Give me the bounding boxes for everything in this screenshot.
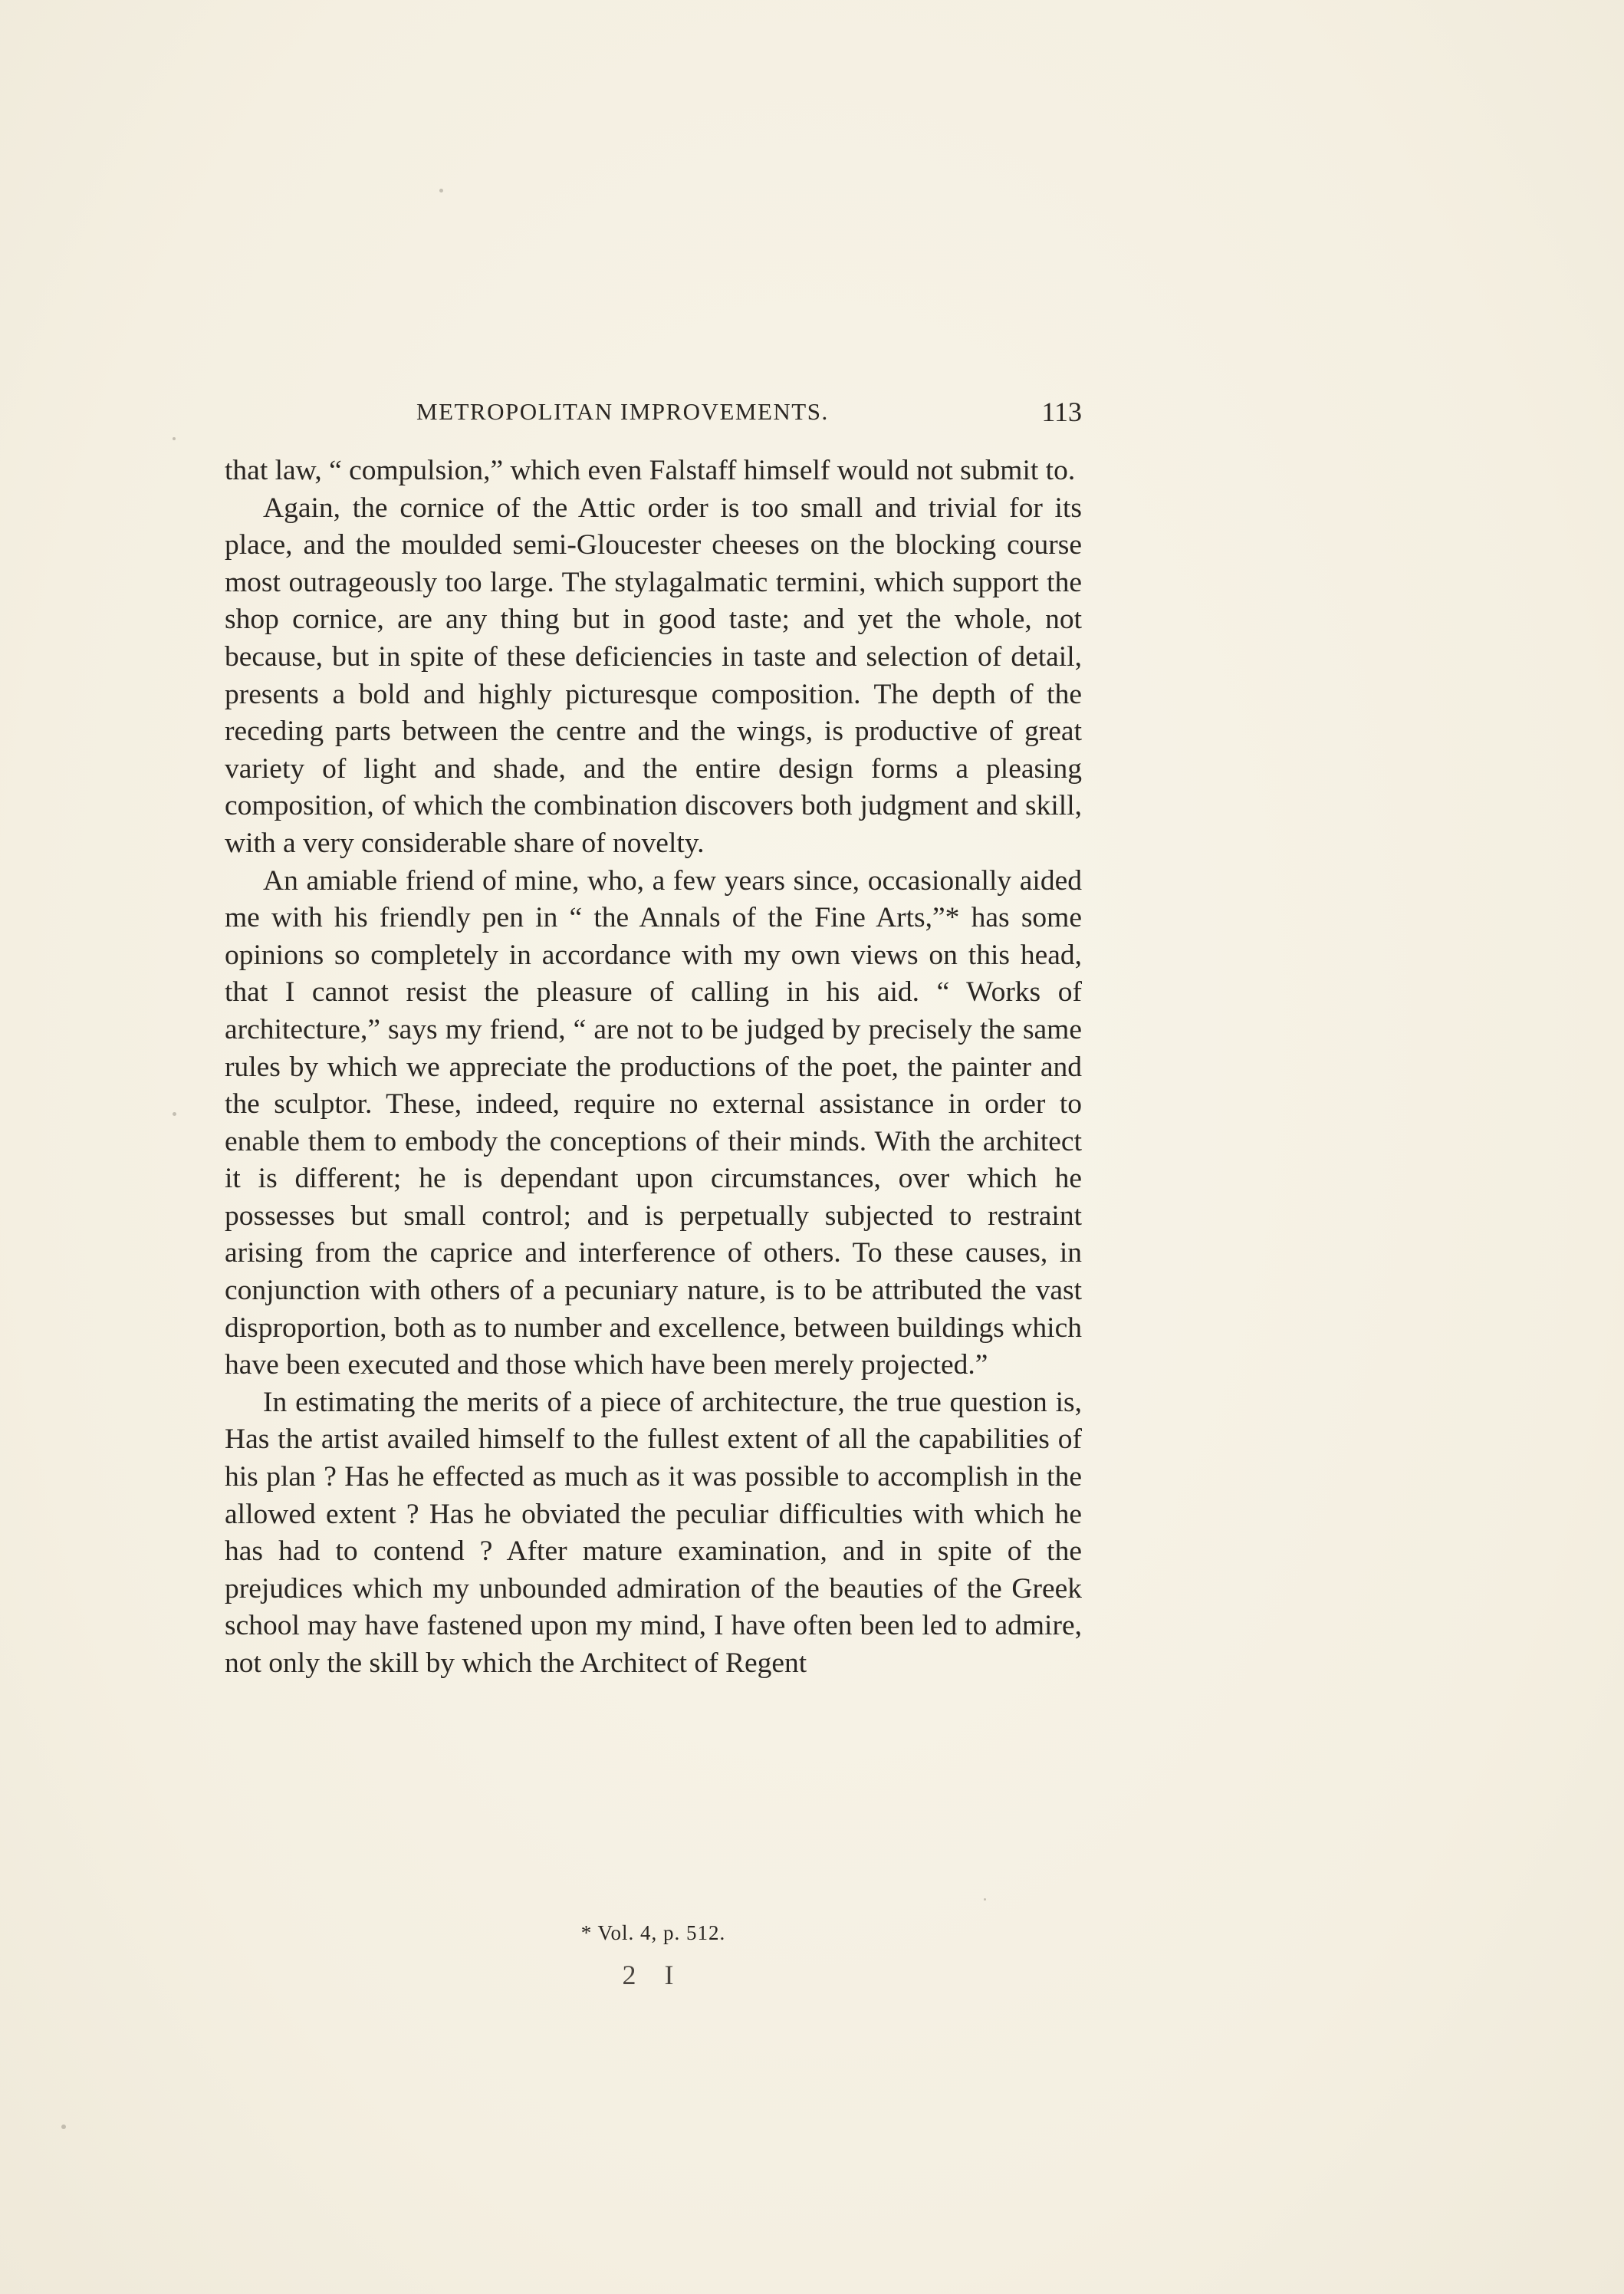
paper-speck bbox=[173, 1112, 176, 1116]
running-head: METROPOLITAN IMPROVEMENTS. bbox=[416, 398, 829, 425]
footnote: * Vol. 4, p. 512. bbox=[580, 1921, 726, 1944]
signature-mark: 2 I bbox=[622, 1960, 685, 1990]
page-number: 113 bbox=[1041, 397, 1082, 427]
paragraph: In estimating the merits of a piece of architecture, the true question is, Has the artist availed himself to the fullest extent of all the capabilities of his plan ? Has he effected as much as it was possible to accomplish in the allowed extent ? Has he obviated the peculiar difficulties with which he has had to contend ? After mature examination, and in spite of the prejudices which my unbounded admiration of the beauties of the Greek school may have fastened upon my mind, I have often been led to admire, not only the skill by which the Architect of Regent bbox=[225, 1386, 1082, 1679]
paper-speck bbox=[439, 189, 443, 193]
paragraph: An amiable friend of mine, who, a few years since, occasionally aided me with his friendly pen in “ the Annals of the Fine Arts,”* has some opinions so completely in accordance with my own views on this head, that I cannot resist the pleasure of calling in his aid. “ Works of architecture,” says my friend, “ are not to be judged by precisely the same rules by which we appreciate the productions of the poet, the painter and the sculptor. These, indeed, require no external assistance in order to enable them to embody the conceptions of their minds. With the architect it is different; he is dependant upon circumstances, over which he possesses but small control; and is perpetually subjected to restraint arising from the caprice and interference of others. To these causes, in conjunction with others of a pecuniary nature, is to be attributed the vast disproportion, both as to number and excellence, between buildings which have been executed and those which have been merely projected.” bbox=[225, 864, 1082, 1381]
body-text bbox=[225, 453, 1082, 1683]
paper-speck bbox=[984, 1898, 986, 1901]
paragraph: Again, the cornice of the Attic order is too small and trivial for its place, and the moulded semi-Gloucester cheeses on the blocking course most outrageously too large. The stylagalmatic termini, which support the shop cornice, are any thing but in good taste; and yet the whole, not because, but in spite of these deficiencies in taste and selection of detail, presents a bold and highly picturesque composition. The depth of the receding parts between the centre and the wings, is productive of great variety of light and shade, and the entire design forms a pleasing composition, of which the combination discovers both judgment and skill, with a very considerable share of novelty. bbox=[225, 492, 1082, 859]
paper-speck bbox=[173, 437, 176, 440]
paragraph: that law, “ compulsion,” which even Falstaff himself would not submit to. bbox=[225, 455, 1076, 486]
paper-speck bbox=[61, 2125, 66, 2129]
page-header bbox=[225, 393, 1082, 431]
